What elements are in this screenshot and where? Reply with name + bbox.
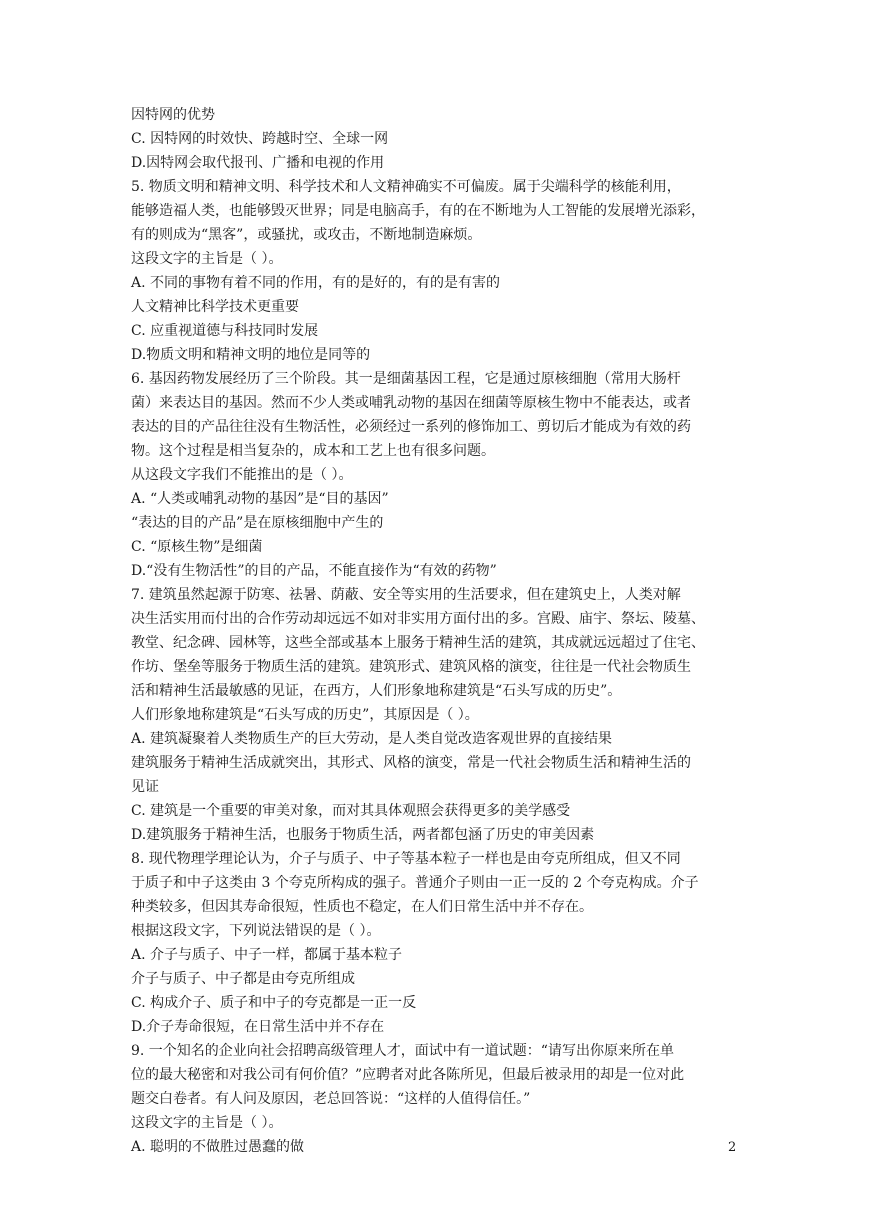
text-line: 教堂、纪念碑、园林等，这些全部或基本上服务于精神生活的建筑，其成就远远超过了住宅、 <box>131 635 705 651</box>
option-b-line: “表达的目的产品”是在原核细胞中产生的 <box>131 515 384 531</box>
question-7-stem: 7. 建筑虽然起源于防寒、祛暑、荫蔽、安全等实用的生活要求，但在建筑史上，人类对解 <box>131 587 681 603</box>
text-line: 物。这个过程是相当复杂的，成本和工艺上也有很多问题。 <box>131 443 495 459</box>
text-line: 题交白卷者。有人问及原因，老总回答说：“这样的人值得信任。” <box>131 1091 531 1107</box>
question-6-stem: 6. 基因药物发展经历了三个阶段。其一是细菌基因工程，它是通过原核细胞（常用大肠杆 <box>131 371 681 387</box>
question-5-prompt: 这段文字的主旨是（ ）。 <box>131 251 283 267</box>
page-body <box>131 103 741 1159</box>
question-8-stem: 8. 现代物理学理论认为，介子与质子、中子等基本粒子一样也是由夸克所组成，但又不同 <box>131 851 681 867</box>
option-a-line: A. 不同的事物有着不同的作用，有的是好的，有的是有害的 <box>131 275 501 291</box>
option-a-line: A. 聪明的不做胜过愚蠢的做 <box>131 1139 305 1155</box>
text-line: 能够造福人类，也能够毁灭世界；同是电脑高手，有的在不断地为人工智能的发展增光添彩， <box>131 203 705 219</box>
option-c-line: C. “原核生物”是细菌 <box>131 539 263 555</box>
text-line: 活和精神生活最敏感的见证，在西方，人们形象地称建筑是“石头写成的历史”。 <box>131 683 622 699</box>
question-9-stem: 9. 一个知名的企业向社会招聘高级管理人才，面试中有一道试题：“请写出你原来所在单 <box>131 1043 674 1059</box>
option-b-line: 介子与质子、中子都是由夸克所组成 <box>131 971 355 987</box>
text-line: 决生活实用而付出的合作劳动却远远不如对非实用方面付出的多。宫殿、庙宇、祭坛、陵墓、 <box>131 611 705 627</box>
option-d-line: D.“没有生物活性”的目的产品，不能直接作为“有效的药物” <box>131 563 497 579</box>
question-9-prompt: 这段文字的主旨是（ ）。 <box>131 1115 283 1131</box>
option-c-line: C. 应重视道德与科技同时发展 <box>131 323 319 339</box>
option-d-line: D.建筑服务于精神生活，也服务于物质生活，两者都包涵了历史的审美因素 <box>131 827 595 843</box>
text-line: 因特网的优势 <box>131 107 215 123</box>
option-c-line: C. 建筑是一个重要的审美对象，而对其具体观照会获得更多的美学感受 <box>131 803 571 819</box>
question-6-prompt: 从这段文字我们不能推出的是（ ）。 <box>131 467 353 483</box>
option-b-line: 建筑服务于精神生活成就突出，其形式、风格的演变，常是一代社会物质生活和精神生活的 <box>131 755 691 771</box>
text-line: 于质子和中子这类由 3 个夸克所构成的强子。普通介子则由一正一反的 2 个夸克构成。介子 <box>131 875 699 891</box>
text-line: 表达的目的产品往往没有生物活性，必须经过一系列的修饰加工、剪切后才能成为有效的药 <box>131 419 691 435</box>
text-line: 见证 <box>131 779 159 795</box>
option-d-line: D.物质文明和精神文明的地位是同等的 <box>131 347 371 363</box>
question-7-prompt: 人们形象地称建筑是“石头写成的历史”，其原因是（ ）。 <box>131 707 479 723</box>
option-b-line: 人文精神比科学技术更重要 <box>131 299 299 315</box>
option-c-line: C. 因特网的时效快、跨越时空、全球一网 <box>131 131 389 147</box>
text-line: 作坊、堡垒等服务于物质生活的建筑。建筑形式、建筑风格的演变，往往是一代社会物质生 <box>131 659 691 675</box>
text-line: 种类较多，但因其寿命很短，性质也不稳定，在人们日常生活中并不存在。 <box>131 899 593 915</box>
option-a-line: A. “人类或哺乳动物的基因”是“目的基因” <box>131 491 389 507</box>
option-a-line: A. 介子与质子、中子一样，都属于基本粒子 <box>131 947 403 963</box>
option-c-line: C. 构成介子、质子和中子的夸克都是一正一反 <box>131 995 417 1011</box>
text-line: 位的最大秘密和对我公司有何价值？”应聘者对此各陈所见，但最后被录用的却是一位对此 <box>131 1067 685 1083</box>
option-d-line: D.介子寿命很短，在日常生活中并不存在 <box>131 1019 385 1035</box>
option-d-line: D.因特网会取代报刊、广播和电视的作用 <box>131 155 385 171</box>
text-line: 有的则成为“黑客”，或骚扰，或攻击，不断地制造麻烦。 <box>131 227 482 243</box>
question-8-prompt: 根据这段文字，下列说法错误的是（ ）。 <box>131 923 381 939</box>
question-5-stem: 5. 物质文明和精神文明、科学技术和人文精神确实不可偏废。属于尖端科学的核能利用， <box>131 179 681 195</box>
page-number: 2 <box>728 1140 737 1155</box>
text-line: 菌）来表达目的基因。然而不少人类或哺乳动物的基因在细菌等原核生物中不能表达，或者 <box>131 395 691 411</box>
option-a-line: A. 建筑凝聚着人类物质生产的巨大劳动，是人类自觉改造客观世界的直接结果 <box>131 731 613 747</box>
